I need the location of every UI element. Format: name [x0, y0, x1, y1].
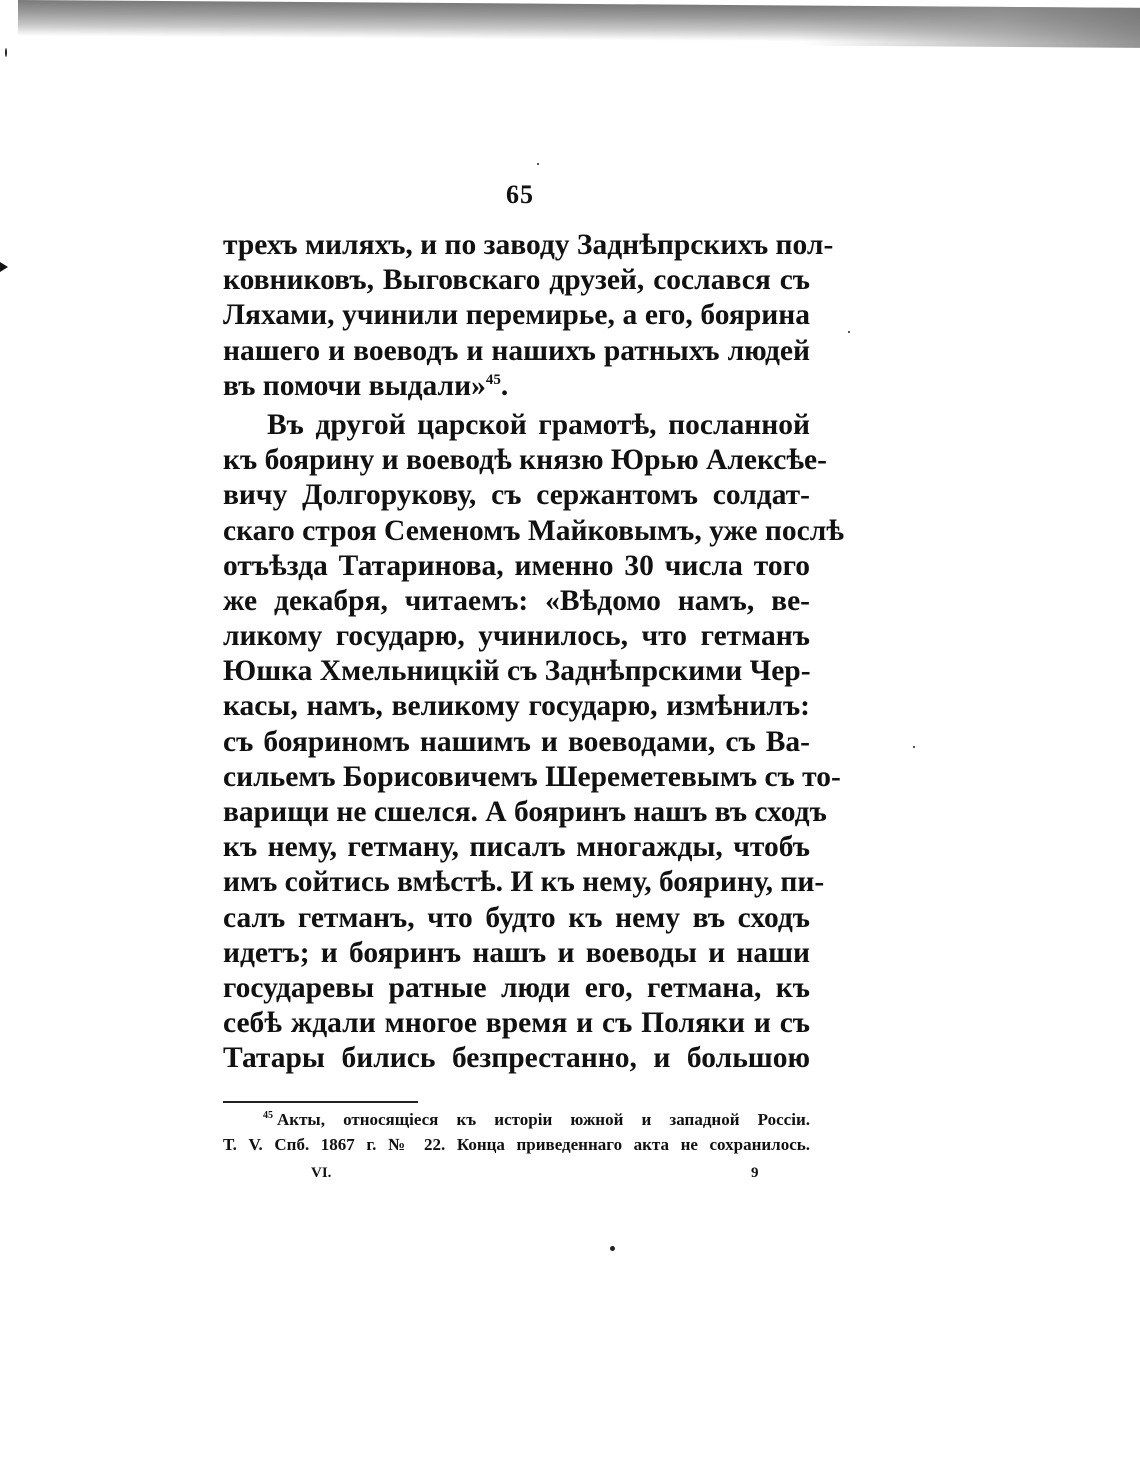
footnote [223, 1107, 810, 1157]
text-line: салъ гетманъ, что будто къ нему въ сходъ [223, 901, 810, 934]
text-line: касы, намъ, великому государю, измѣнилъ: [223, 690, 810, 723]
footnote-line [223, 1107, 810, 1132]
text-line: скаго строя Семеномъ Майковымъ, уже послѣ [223, 514, 844, 547]
text-line [223, 369, 810, 404]
text-line: Ляхами, учинили перемирье, а его, боярина [223, 299, 810, 332]
footnote-rule [223, 1101, 418, 1103]
scan-shadow-edge [18, 0, 1140, 44]
footnote-text: Акты, относящіеся къ исторіи южной и западной Россіи. [277, 1110, 810, 1129]
scan-speck [913, 746, 915, 748]
text-line: отъѣзда Татаринова, именно 30 числа того [223, 549, 810, 582]
scan-speck [610, 1246, 615, 1251]
text-line: трехъ миляхъ, и по заводу Заднѣпрскихъ пол- [223, 229, 834, 261]
text-line: идетъ; и бояринъ нашъ и воеводы и наши [223, 936, 810, 969]
text-line: къ боярину и воеводѣ князю Юрью Алексѣе- [223, 444, 827, 477]
text-line: Въ другой царской грамотѣ, посланной [267, 408, 810, 441]
text-line: съ бояриномъ нашимъ и воеводами, съ Ва- [223, 725, 810, 758]
text-line: Татары бились безпрестанно, и большою [223, 1042, 810, 1075]
text-line: сильемъ Борисовичемъ Шереметевымъ съ то- [223, 760, 841, 793]
text-line: государевы ратные люди его, гетмана, къ [223, 971, 810, 1004]
footnote-number: 45 [263, 1110, 273, 1122]
text-line: нашего и воеводъ и нашихъ ратныхъ людей [223, 334, 810, 367]
text-line: вичу Долгорукову, съ сержантомъ солдат- [223, 479, 810, 512]
text-line: варищи не сшелся. А бояринъ нашъ въ сходъ [223, 796, 827, 828]
text-line: имъ сойтись вмѣстѣ. И къ нему, боярину, пи- [223, 866, 825, 899]
text-line: себѣ ждали многое время и съ Поляки и съ [223, 1007, 810, 1040]
text-line: къ нему, гетману, писалъ многажды, чтобъ [223, 831, 810, 864]
line-end-punct: . [500, 369, 509, 402]
main-text [223, 228, 844, 1077]
footnote-reference: 45 [485, 371, 501, 388]
scan-speck [848, 331, 850, 333]
text-line: же декабря, читаемъ: «Вѣдомо намъ, ве- [223, 584, 810, 617]
signature-mark: VI. [311, 1165, 332, 1181]
line-text: въ помочи выдали» [223, 369, 486, 402]
scan-speck [537, 163, 539, 165]
text-line: ковниковъ, Выговскаго друзей, сослався съ [223, 264, 810, 297]
footnote-line: Т. V. Спб. 1867 г. № 22. Конца приведеннаго акта не сохранилось. [223, 1135, 810, 1154]
signature-number: 9 [751, 1165, 759, 1181]
scan-speck [5, 48, 7, 57]
text-line: ликому государю, учинилось, что гетманъ [223, 620, 810, 653]
text-line: Юшка Хмельницкій съ Заднѣпрскими Чер- [223, 655, 811, 688]
page-number: 65 [506, 180, 534, 209]
margin-arrow-mark [0, 262, 8, 272]
